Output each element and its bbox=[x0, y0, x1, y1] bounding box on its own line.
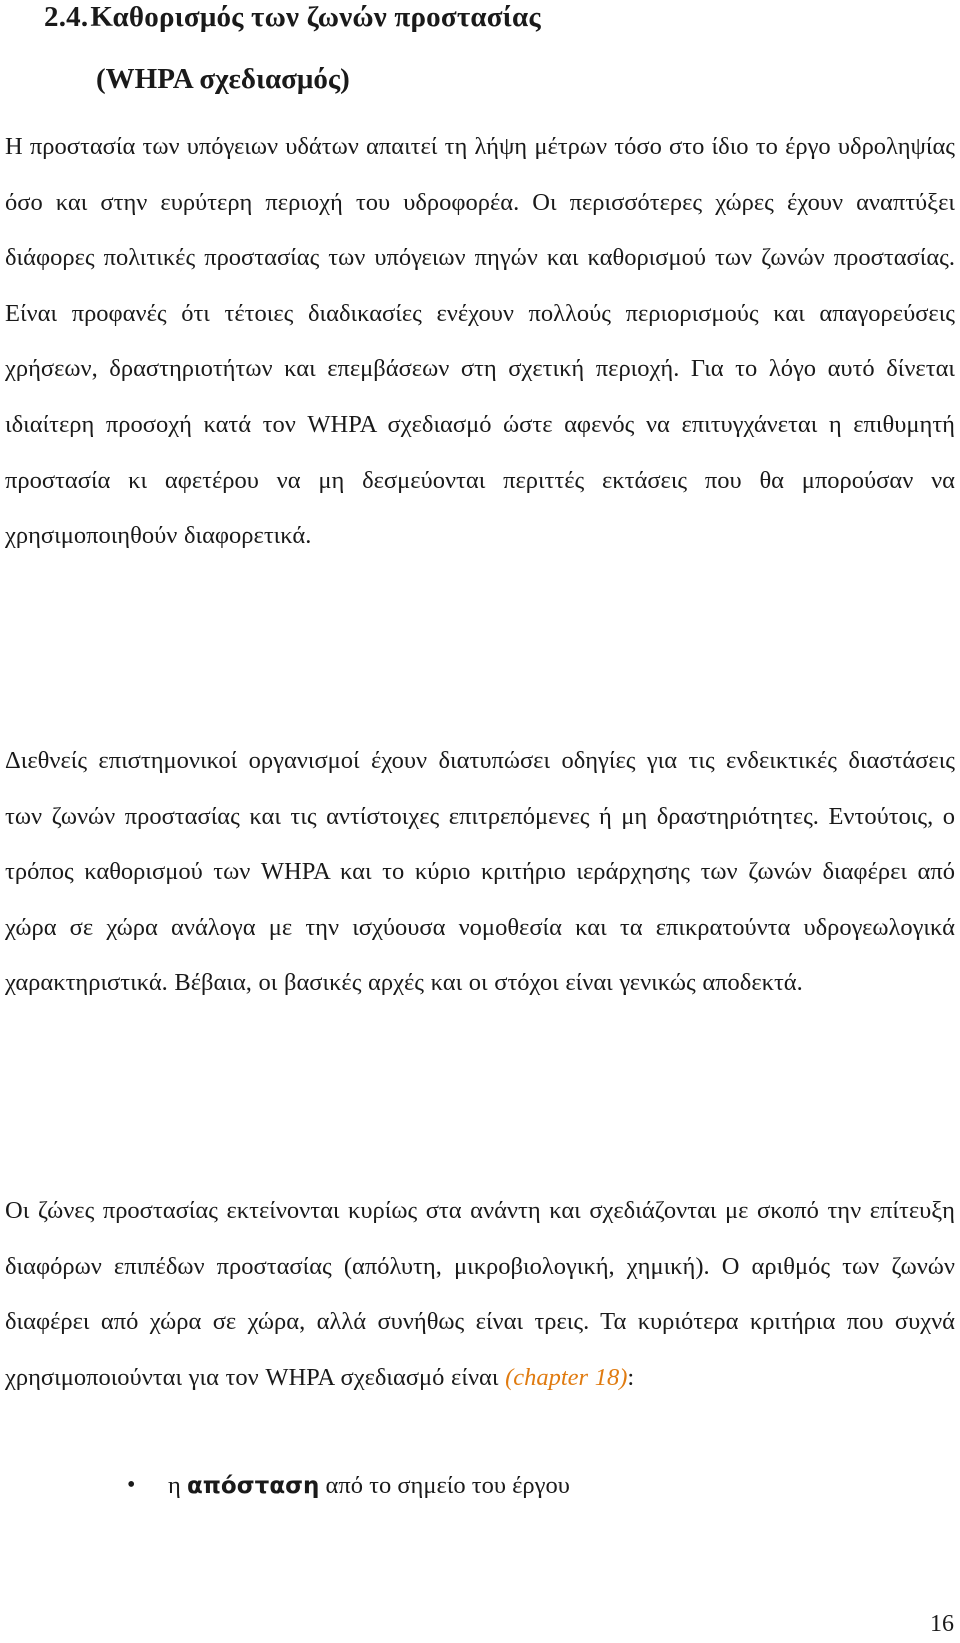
bullet-icon: • bbox=[127, 1472, 136, 1498]
section-heading bbox=[44, 0, 541, 34]
section-title: Καθορισμός των ζωνών προστασίας bbox=[90, 1, 541, 33]
list-item bbox=[125, 1458, 570, 1514]
list-item-suffix: από το σημείο του έργου bbox=[319, 1472, 570, 1499]
section-subtitle: (WHPA σχεδιασμός) bbox=[96, 63, 350, 95]
paragraph-2: Διεθνείς επιστημονικοί οργανισμοί έχουν διατυπώσει οδηγίες για τις ενδεικτικές διαστάσεις των ζωνών προστασίας και τις αντίστοιχες επιτρεπόμενες ή μη δραστηριότητες. Εντούτοις, ο τρόπος καθορισμού των WHPA και το κύριο κριτήριο ιεράρχησης των ζωνών διαφέρει από χώρα σε χώρα ανάλογα με την ισχύουσα νομοθεσία και τα επικρατούντα υδρογεωλογικά χαρακτηριστικά. Βέβαια, οι βασικές αρχές και οι στόχοι είναι γενικώς αποδεκτά. bbox=[5, 747, 955, 997]
paragraph-3-text: Οι ζώνες προστασίας εκτείνονται κυρίως στα ανάντη και σχεδιάζονται με σκοπό την επίτευξη διαφόρων επιπέδων προστασίας (απόλυτη, μικροβιολογική, χημική). Ο αριθμός των ζωνών διαφέρει από χώρα σε χώρα, αλλά συνήθως είναι τρεις. Τα κυριότερα κριτήρια που συχνά χρησιμοποιούνται για τον WHPA σχεδιασμό είναι bbox=[5, 1197, 955, 1391]
page-number: 16 bbox=[930, 1611, 954, 1637]
section-number: 2.4. bbox=[44, 1, 89, 33]
citation-link[interactable]: (chapter 18) bbox=[505, 1363, 628, 1391]
paragraph-1: Η προστασία των υπόγειων υδάτων απαιτεί τη λήψη μέτρων τόσο στο ίδιο το έργο υδροληψίας όσο και στην ευρύτερη περιοχή του υδροφορέα. Οι περισσότερες χώρες έχουν αναπτύξει διάφορες πολιτικές προστασίας των υπόγειων πηγών και καθορισμού των ζωνών προστασίας. Είναι προφανές ότι τέτοιες διαδικασίες ενέχουν πολλούς περιορισμούς και απαγορεύσεις χρήσεων, δραστηριοτήτων και επεμβάσεων στη σχετική περιοχή. Για το λόγο αυτό δίνεται ιδιαίτερη προσοχή κατά τον WHPA σχεδιασμό ώστε αφενός να επιτυγχάνεται η επιθυμητή προστασία κι αφετέρου να μη δεσμεύονται περιττές εκτάσεις που θα μπορούσαν να χρησιμοποιηθούν διαφορετικά. bbox=[5, 133, 955, 550]
paragraph-3 bbox=[5, 1183, 955, 1405]
criteria-list bbox=[125, 1458, 570, 1514]
paragraph-3-end: : bbox=[627, 1363, 635, 1391]
list-item-prefix: η bbox=[168, 1472, 187, 1499]
list-item-term: απόσταση bbox=[186, 1473, 320, 1499]
